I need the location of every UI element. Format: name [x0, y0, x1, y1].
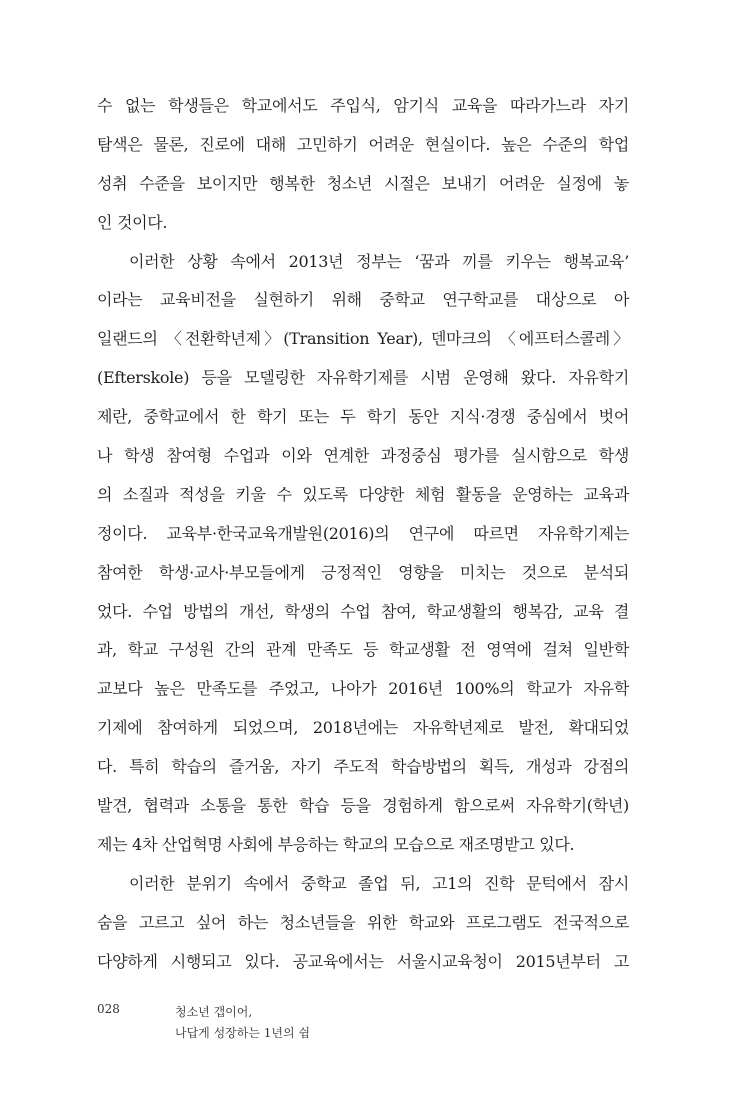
text-line: 이러한 상황 속에서 2013년 정부는 ‘꿈과 끼를 키우는 행복교육’ [129, 251, 629, 271]
text-line: (Efterskole) 등을 모델링한 자유학기제를 시범 운영해 왔다. 자유학기 [97, 368, 629, 388]
text-line: 이러한 분위기 속에서 중학교 졸업 뒤, 고1의 진학 문턱에서 잠시 [129, 873, 629, 893]
text-line: 정이다. 교육부·한국교육개발원(2016)의 연구에 따르면 자유학기제는 [97, 523, 629, 543]
text-line: 교보다 높은 만족도를 주었고, 나아가 2016년 100%의 학교가 자유학 [97, 679, 629, 699]
text-line: 기제에 참여하게 되었으며, 2018년에는 자유학년제로 발전, 확대되었 [97, 718, 629, 738]
text-line: 발견, 협력과 소통을 통한 학습 등을 경험하게 함으로써 자유학기(학년) [97, 796, 629, 816]
book-title-line: 청소년 갭이어, [175, 1005, 253, 1019]
text-line: 다. 특히 학습의 즐거움, 자기 주도적 학습방법의 획득, 개성과 강점의 [97, 757, 629, 777]
text-line: 었다. 수업 방법의 개선, 학생의 수업 참여, 학교생활의 행복감, 교육 결 [97, 601, 629, 621]
text-line: 탐색은 물론, 진로에 대해 고민하기 어려운 현실이다. 높은 수준의 학업 [97, 134, 629, 154]
text-line: 참여한 학생·교사·부모들에게 긍정적인 영향을 미치는 것으로 분석되 [97, 562, 629, 582]
text-line: 숨을 고르고 싶어 하는 청소년들을 위한 학교와 프로그램도 전국적으로 [97, 912, 629, 932]
book-title-line: 나답게 성장하는 1년의 쉼 [175, 1026, 310, 1040]
book-title [175, 1002, 310, 1044]
text-line: 의 소질과 적성을 키울 수 있도록 다양한 체험 활동을 운영하는 교육과 [97, 484, 629, 504]
page-number: 028 [97, 1002, 120, 1016]
text-line: 수 없는 학생들은 학교에서도 주입식, 암기식 교육을 따라가느라 자기 [97, 96, 629, 115]
text-line: 제란, 중학교에서 한 학기 또는 두 학기 동안 지식·경쟁 중심에서 벗어 [97, 407, 629, 427]
text-line: 일랜드의 〈전환학년제〉(Transition Year), 덴마크의 〈에프터스콜레〉 [97, 329, 629, 349]
text-line: 이라는 교육비전을 실현하기 위해 중학교 연구학교를 대상으로 아 [97, 290, 629, 310]
text-line: 다양하게 시행되고 있다. 공교육에서는 서울시교육청이 2015년부터 고 [97, 951, 629, 971]
text-line: 과, 학교 구성원 간의 관계 만족도 등 학교생활 전 영역에 걸쳐 일반학 [97, 640, 629, 660]
text-line: 제는 4차 산업혁명 사회에 부응하는 학교의 모습으로 재조명받고 있다. [97, 834, 575, 854]
text-line: 나 학생 참여형 수업과 이와 연계한 과정중심 평가를 실시함으로 학생 [97, 446, 629, 466]
body-text [97, 87, 629, 981]
text-line: 성취 수준을 보이지만 행복한 청소년 시절은 보내기 어려운 실정에 놓 [97, 173, 629, 193]
text-line: 인 것이다. [97, 212, 168, 232]
